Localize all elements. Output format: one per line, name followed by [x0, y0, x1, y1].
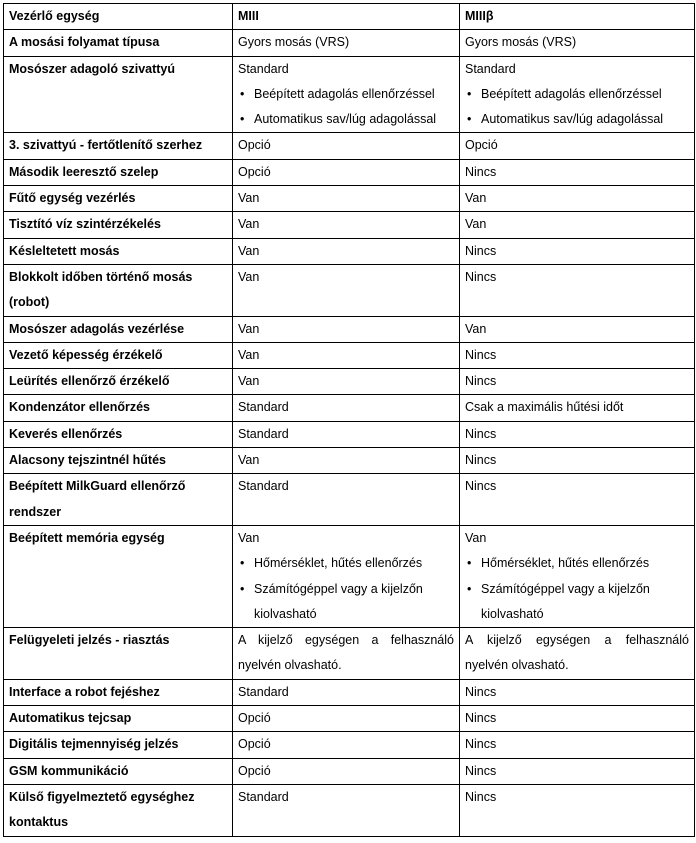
miii-value: Van: [233, 264, 460, 316]
miii-value: Standard: [233, 395, 460, 421]
row-label: Késleltetett mosás: [4, 238, 233, 264]
table-row: [4, 474, 695, 526]
miii-beta-cell: [460, 56, 695, 133]
table-row: [4, 212, 695, 238]
row-label: Keverés ellenőrzés: [4, 421, 233, 447]
list-item: • Beépített adagolás ellenőrzéssel: [465, 82, 689, 107]
miii-value: Standard: [233, 421, 460, 447]
row-label: Mosószer adagolás vezérlése: [4, 316, 233, 342]
miii-value: Opció: [233, 159, 460, 185]
miii-value: Van: [233, 316, 460, 342]
miii-value: Standard: [238, 61, 289, 76]
list-item: • Hőmérséklet, hűtés ellenőrzés: [465, 551, 689, 576]
miii-beta-value: Nincs: [460, 238, 695, 264]
row-label: Automatikus tejcsap: [4, 706, 233, 732]
row-label: Második leeresztő szelep: [4, 159, 233, 185]
row-label: Külső figyelmeztető egységhez kontaktus: [4, 784, 233, 836]
miii-beta-value: Nincs: [460, 342, 695, 368]
row-label: Beépített MilkGuard ellenőrző rendszer: [4, 474, 233, 526]
list-item: • Számítógéppel vagy a kijelzőn kiolvasható: [465, 577, 689, 628]
miii-beta-value: Standard: [465, 61, 516, 76]
feature-list: [465, 82, 689, 133]
miii-beta-value: Nincs: [460, 421, 695, 447]
miii-beta-value: Nincs: [460, 474, 695, 526]
table-row: [4, 238, 695, 264]
miii-beta-value: Gyors mosás (VRS): [460, 30, 695, 56]
table-row: [4, 395, 695, 421]
feature-list: [465, 551, 689, 627]
header-control-unit: Vezérlő egység: [4, 4, 233, 30]
feature-list: [238, 551, 454, 627]
row-label: Tisztító víz szintérzékelés: [4, 212, 233, 238]
miii-value: Van: [233, 342, 460, 368]
header-row: [4, 4, 695, 30]
row-label: 3. szivattyú - fertőtlenítő szerhez: [4, 133, 233, 159]
row-label: Felügyeleti jelzés - riasztás: [4, 628, 233, 680]
row-label: Digitális tejmennyiség jelzés: [4, 732, 233, 758]
table-row: [4, 758, 695, 784]
miii-beta-value: Nincs: [460, 758, 695, 784]
row-label: Interface a robot fejéshez: [4, 679, 233, 705]
row-label: GSM kommunikáció: [4, 758, 233, 784]
table-row: [4, 316, 695, 342]
comparison-table: [3, 3, 695, 837]
table-row: [4, 159, 695, 185]
row-label: A mosási folyamat típusa: [4, 30, 233, 56]
row-label: Alacsony tejszintnél hűtés: [4, 448, 233, 474]
row-label: Mosószer adagoló szivattyú: [4, 56, 233, 133]
list-item: • Számítógéppel vagy a kijelzőn kiolvasható: [238, 577, 454, 628]
miii-value: Standard: [233, 474, 460, 526]
miii-value: Van: [233, 448, 460, 474]
header-miii: MIII: [233, 4, 460, 30]
miii-beta-value: A kijelző egységen a felhasználó nyelvén olvasható.: [460, 628, 695, 680]
row-label: Vezető képesség érzékelő: [4, 342, 233, 368]
miii-value: Opció: [233, 758, 460, 784]
table-row: [4, 186, 695, 212]
miii-value: Opció: [233, 706, 460, 732]
miii-value: Standard: [233, 679, 460, 705]
table-row: [4, 784, 695, 836]
table-row: [4, 369, 695, 395]
miii-value: Van: [233, 212, 460, 238]
miii-beta-value: Van: [460, 212, 695, 238]
table-row: [4, 133, 695, 159]
table-row: [4, 30, 695, 56]
miii-beta-value: Van: [465, 530, 487, 545]
row-label: Kondenzátor ellenőrzés: [4, 395, 233, 421]
miii-value: Van: [233, 186, 460, 212]
miii-beta-value: Nincs: [460, 679, 695, 705]
table-row: [4, 56, 695, 133]
row-label: Beépített memória egység: [4, 525, 233, 627]
table-row: [4, 342, 695, 368]
list-item: • Automatikus sav/lúg adagolással: [238, 107, 454, 132]
miii-value: Gyors mosás (VRS): [233, 30, 460, 56]
miii-beta-value: Nincs: [460, 159, 695, 185]
table-row: [4, 628, 695, 680]
miii-beta-value: Nincs: [460, 448, 695, 474]
miii-value: A kijelző egységen a felhasználó nyelvén olvasható.: [233, 628, 460, 680]
miii-beta-value: Van: [460, 316, 695, 342]
list-item: • Beépített adagolás ellenőrzéssel: [238, 82, 454, 107]
table-row: [4, 421, 695, 447]
miii-beta-value: Opció: [460, 133, 695, 159]
feature-list: [238, 82, 454, 133]
row-label: Leürítés ellenőrző érzékelő: [4, 369, 233, 395]
miii-beta-value: Nincs: [460, 732, 695, 758]
row-label: Fűtő egység vezérlés: [4, 186, 233, 212]
miii-value: Van: [233, 238, 460, 264]
miii-value: Opció: [233, 133, 460, 159]
miii-cell: [233, 56, 460, 133]
miii-value: Opció: [233, 732, 460, 758]
table-row: [4, 448, 695, 474]
row-label: Blokkolt időben történő mosás (robot): [4, 264, 233, 316]
miii-value: Standard: [233, 784, 460, 836]
header-miii-beta: MIIIβ: [460, 4, 695, 30]
miii-beta-value: Nincs: [460, 784, 695, 836]
list-item: • Hőmérséklet, hűtés ellenőrzés: [238, 551, 454, 576]
miii-value: Van: [238, 530, 260, 545]
table-row: [4, 679, 695, 705]
table-row: [4, 264, 695, 316]
miii-beta-value: Csak a maximális hűtési időt: [460, 395, 695, 421]
miii-beta-value: Van: [460, 186, 695, 212]
table-row: [4, 525, 695, 627]
table-row: [4, 706, 695, 732]
miii-cell: [233, 525, 460, 627]
miii-beta-value: Nincs: [460, 264, 695, 316]
miii-beta-value: Nincs: [460, 706, 695, 732]
miii-beta-cell: [460, 525, 695, 627]
list-item: • Automatikus sav/lúg adagolással: [465, 107, 689, 132]
miii-beta-value: Nincs: [460, 369, 695, 395]
miii-value: Van: [233, 369, 460, 395]
table-row: [4, 732, 695, 758]
